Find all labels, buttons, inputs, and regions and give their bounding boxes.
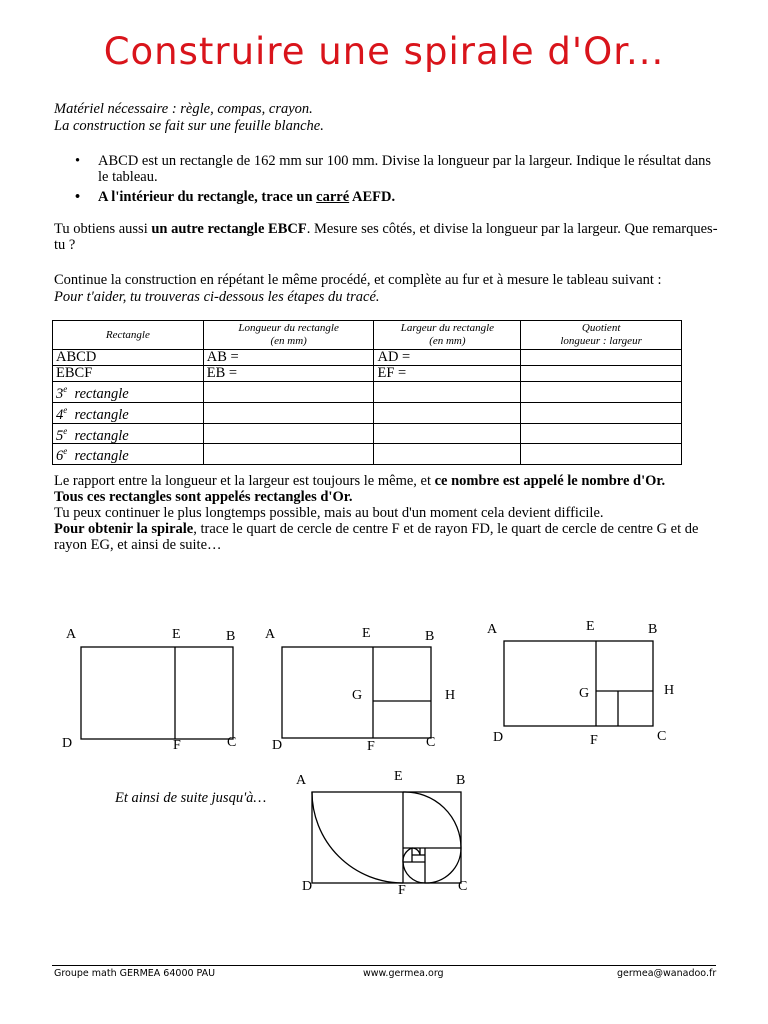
point-label-e: E xyxy=(586,619,595,634)
point-label-d: D xyxy=(493,730,504,745)
para2-text-end: . Mesure ses côtés, et divise la longueur par la largeur. Que remarques-tu ? xyxy=(54,221,718,253)
para4-text: , trace le quart de cercle de centre F et de rayon FD, le quart de cercle de centre G et de rayon EG, et ainsi de suite… xyxy=(54,521,699,553)
point-label-b: B xyxy=(456,773,466,788)
table-cell: EB = xyxy=(203,366,374,382)
ordinal: 6 xyxy=(56,448,64,465)
ordinal-sup: e xyxy=(63,404,68,415)
footer-email: germea@wanadoo.fr xyxy=(617,968,717,979)
point-label-d: D xyxy=(272,738,283,753)
para2-text: Tu obtiens aussi xyxy=(54,221,152,237)
point-label-g: G xyxy=(579,686,590,701)
point-label-h: H xyxy=(664,683,675,698)
bullet-2-suffix: AEFD. xyxy=(349,189,396,205)
table-header: Rectangle xyxy=(53,321,204,350)
ordinal-sup: e xyxy=(63,384,68,394)
figure-1-rectangle xyxy=(81,647,233,739)
footer-left: Groupe math GERMEA 64000 PAU xyxy=(54,968,216,979)
header-unit: (en mm) xyxy=(429,335,466,347)
row-label: rectangle xyxy=(74,448,129,465)
point-label-e: E xyxy=(172,627,181,642)
row-label: rectangle xyxy=(74,406,129,423)
table-cell: AB = xyxy=(203,350,374,366)
header-text: Quotient xyxy=(581,322,621,334)
point-label-e: E xyxy=(394,769,403,784)
ordinal: 4 xyxy=(56,406,64,423)
point-label-e: E xyxy=(362,626,371,641)
point-label-h: H xyxy=(445,688,456,703)
point-label-a: A xyxy=(265,627,276,642)
table-cell: EF = xyxy=(374,366,521,382)
ordinal-sup: e xyxy=(63,425,68,436)
point-label-a: A xyxy=(296,773,307,788)
point-label-a: A xyxy=(487,622,498,637)
header-text: Longueur du rectangle xyxy=(238,322,339,334)
header-unit: (en mm) xyxy=(270,335,307,347)
figure-3-rectangle xyxy=(504,641,653,726)
row-label: rectangle xyxy=(74,385,129,402)
point-label-c: C xyxy=(426,735,436,750)
point-label-f: F xyxy=(173,738,181,753)
ordinal-sup: e xyxy=(63,446,68,457)
para4-bold: Tous ces rectangles sont appelés rectangles d'Or. xyxy=(54,489,353,505)
para4-text: Le rapport entre la longueur et la largeur est toujours le même, et xyxy=(54,473,435,489)
point-label-f: F xyxy=(398,883,406,898)
para4-bold: Pour obtenir la spirale xyxy=(54,521,194,537)
paragraph-3-line-2: Pour t'aider, tu trouveras ci-dessous les étapes du tracé. xyxy=(54,289,380,305)
para4-bold: ce nombre est appelé le nombre d'Or. xyxy=(434,473,666,489)
ordinal: 5 xyxy=(56,427,64,444)
para2-bold: un autre rectangle EBCF xyxy=(151,221,307,237)
point-label-g: G xyxy=(352,688,363,703)
footer-website: www.germea.org xyxy=(363,968,444,979)
intro-line-2: La construction se fait sur une feuille blanche. xyxy=(54,118,324,134)
paragraph-3-line-1: Continue la construction en répétant le même procédé, et complète au fur et à mesure le tableau suivant : xyxy=(54,272,662,288)
table-cell: AD = xyxy=(374,350,521,366)
table-cell: ABCD xyxy=(53,350,204,366)
point-label-a: A xyxy=(66,627,77,642)
para4-text: Tu peux continuer le plus longtemps possible, mais au bout d'un moment cela devient difficile. xyxy=(54,505,604,521)
bullet-2-text: A l'intérieur du rectangle, trace un xyxy=(98,189,317,205)
point-label-b: B xyxy=(648,622,658,637)
point-label-c: C xyxy=(657,729,667,744)
figure-caption: Et ainsi de suite jusqu'à… xyxy=(115,790,267,806)
ordinal: 3 xyxy=(56,385,64,402)
point-label-b: B xyxy=(425,629,435,644)
point-label-f: F xyxy=(590,733,598,748)
header-unit: longueur : largeur xyxy=(560,335,642,347)
footer-divider xyxy=(52,965,716,966)
figure-4-rectangle xyxy=(312,792,461,883)
point-label-d: D xyxy=(302,879,313,894)
point-label-d: D xyxy=(62,736,73,751)
header-text: Largeur du rectangle xyxy=(400,322,495,334)
golden-spiral xyxy=(312,792,461,883)
page-title: Construire une spirale d'Or... xyxy=(103,30,665,73)
point-label-b: B xyxy=(226,629,236,644)
point-label-f: F xyxy=(367,739,375,754)
bullet-2-underlined: carré xyxy=(316,189,350,205)
point-label-c: C xyxy=(227,735,237,750)
bullet-item-1: • ABCD est un rectangle de 162 mm sur 100 mm. Divise la longueur par la largeur. Indique le résultat dans le tableau. xyxy=(54,153,718,185)
row-label: rectangle xyxy=(74,427,129,444)
point-label-c: C xyxy=(458,879,468,894)
intro-line-1: Matériel nécessaire : règle, compas, crayon. xyxy=(54,101,313,117)
table-cell: EBCF xyxy=(53,366,204,382)
